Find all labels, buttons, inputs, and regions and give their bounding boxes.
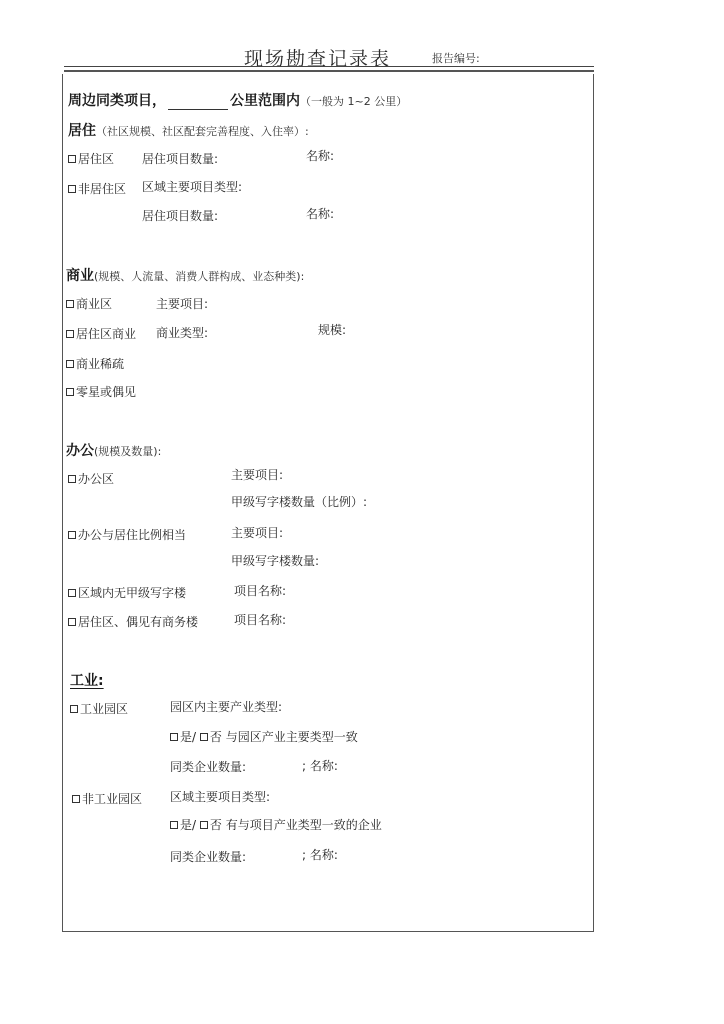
- option-label: 商业区: [76, 297, 113, 311]
- separator: ;: [302, 759, 307, 773]
- industry-type-1: 园区内主要产业类型:: [170, 700, 283, 714]
- office-main-2: 主要项目:: [231, 526, 284, 540]
- industry-type-2: 区域主要项目类型:: [170, 790, 271, 804]
- industry-consistency-1: [170, 728, 358, 745]
- no-label: 否: [209, 730, 222, 744]
- option-label: 居住区: [78, 152, 115, 166]
- office-option-4[interactable]: [68, 613, 198, 630]
- yes-checkbox[interactable]: [170, 821, 178, 829]
- commercial-heading: [66, 265, 304, 285]
- option-label: 非工业园区: [82, 792, 143, 806]
- residential-type-2: 区域主要项目类型:: [142, 180, 243, 194]
- commercial-option-2[interactable]: [66, 325, 136, 342]
- radius-blank-field[interactable]: [168, 95, 228, 110]
- name-label: 名称:: [309, 759, 338, 773]
- option-label: 零星或偶见: [76, 385, 137, 399]
- option-label: 居住区商业: [76, 327, 137, 341]
- residential-heading-text: 居住: [68, 123, 96, 139]
- industry-sep-2: [302, 846, 338, 863]
- commercial-type-2: 商业类型:: [156, 326, 209, 340]
- commercial-sub: (规模、人流量、消费人群构成、业态种类):: [94, 270, 305, 283]
- consistency-text: 与园区产业主要类型一致: [225, 730, 358, 744]
- commercial-main-1: 主要项目:: [156, 297, 209, 311]
- office-heading-text: 办公: [66, 443, 94, 459]
- residential-count-2: 居住项目数量:: [142, 209, 219, 223]
- option-label: 非居住区: [78, 182, 127, 196]
- residential-heading: [68, 120, 309, 140]
- residential-option-1[interactable]: [68, 150, 114, 167]
- no-label: 否: [209, 818, 222, 832]
- checkbox[interactable]: [68, 531, 76, 539]
- checkbox[interactable]: [66, 388, 74, 396]
- industry-option-2[interactable]: [72, 790, 142, 807]
- intro-suffix: 公里范围内: [230, 93, 300, 109]
- option-label: 办公区: [78, 472, 115, 486]
- yes-label: 是/: [180, 730, 197, 744]
- office-grade-2: 甲级写字楼数量:: [231, 554, 320, 568]
- checkbox[interactable]: [68, 618, 76, 626]
- separator: ;: [302, 848, 307, 862]
- option-label: 商业稀疏: [76, 357, 125, 371]
- residential-name-2: 名称:: [306, 207, 335, 221]
- office-main-1: 主要项目:: [231, 468, 284, 482]
- industry-count-2: 同类企业数量:: [170, 850, 247, 864]
- report-number-label: 报告编号:: [432, 52, 480, 65]
- no-checkbox[interactable]: [200, 733, 208, 741]
- industry-count-1: 同类企业数量:: [170, 760, 247, 774]
- option-label: 居住区、偶见有商务楼: [78, 615, 199, 629]
- no-checkbox[interactable]: [200, 821, 208, 829]
- option-label: 工业园区: [80, 702, 129, 716]
- yes-label: 是/: [180, 818, 197, 832]
- checkbox[interactable]: [68, 185, 76, 193]
- yes-checkbox[interactable]: [170, 733, 178, 741]
- top-rule: [64, 66, 594, 67]
- office-grade-1: 甲级写字楼数量（比例）:: [231, 495, 368, 509]
- industry-option-1[interactable]: [70, 700, 128, 717]
- checkbox[interactable]: [68, 155, 76, 163]
- commercial-heading-text: 商业: [66, 268, 94, 284]
- office-name-4: 项目名称:: [234, 613, 287, 627]
- office-option-2[interactable]: [68, 526, 186, 543]
- industry-heading: 工业:: [70, 673, 104, 689]
- name-label: 名称:: [309, 848, 338, 862]
- page-title: 现场勘查记录表: [244, 48, 392, 70]
- commercial-option-3[interactable]: [66, 355, 124, 372]
- top-rule-double: [64, 70, 594, 72]
- office-option-1[interactable]: [68, 470, 114, 487]
- checkbox[interactable]: [66, 330, 74, 338]
- residential-option-2[interactable]: [68, 180, 126, 197]
- intro-note: （一般为 1~2 公里）: [300, 95, 408, 108]
- option-label: 办公与居住比例相当: [78, 528, 187, 542]
- residential-sub: （社区规模、社区配套完善程度、入住率）:: [96, 125, 309, 138]
- option-label: 区域内无甲级写字楼: [78, 586, 187, 600]
- commercial-option-4[interactable]: [66, 383, 136, 400]
- checkbox[interactable]: [68, 589, 76, 597]
- commercial-option-1[interactable]: [66, 295, 112, 312]
- intro-line: [68, 90, 407, 110]
- industry-sep-1: [302, 757, 338, 774]
- checkbox[interactable]: [66, 300, 74, 308]
- checkbox[interactable]: [68, 475, 76, 483]
- checkbox[interactable]: [66, 360, 74, 368]
- office-option-3[interactable]: [68, 584, 186, 601]
- consistency-text: 有与项目产业类型一致的企业: [225, 818, 382, 832]
- checkbox[interactable]: [70, 705, 78, 713]
- residential-count-1: 居住项目数量:: [142, 152, 219, 166]
- checkbox[interactable]: [72, 795, 80, 803]
- intro-prefix: 周边同类项目，: [68, 93, 166, 109]
- commercial-scale-2: 规模:: [318, 323, 347, 337]
- office-sub: (规模及数量):: [94, 445, 162, 458]
- office-name-3: 项目名称:: [234, 584, 287, 598]
- industry-consistency-2: [170, 816, 382, 833]
- residential-name-1: 名称:: [306, 149, 335, 163]
- office-heading: [66, 440, 161, 460]
